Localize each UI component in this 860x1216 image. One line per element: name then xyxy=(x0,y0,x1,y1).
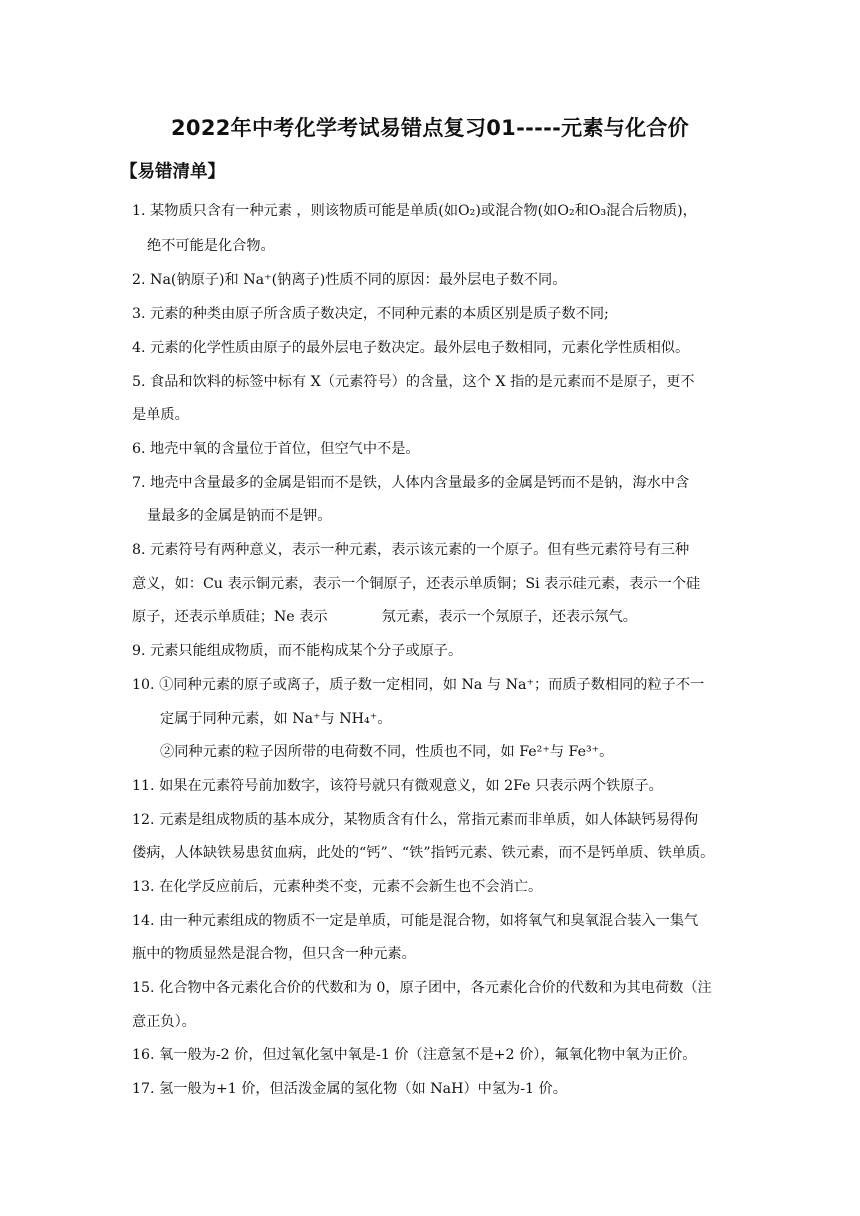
item-4-line-1: 4. 元素的化学性质由原子的最外层电子数决定。最外层电子数相同，元素化学性质相似。 xyxy=(132,340,690,356)
item-14-line-1: 14. 由一种元素组成的物质不一定是单质，可能是混合物，如将氧气和臭氧混合装入一集气 xyxy=(132,913,699,929)
item-11-line-1: 11. 如果在元素符号前加数字，该符号就只有微观意义，如 2Fe 只表示两个铁原子。 xyxy=(132,778,663,794)
item-8-line-3 xyxy=(132,607,637,627)
item-7-line-1: 7. 地壳中含量最多的金属是铝而不是铁，人体内含量最多的金属是钙而不是钠，海水中含 xyxy=(132,475,690,491)
item-12-line-2: 偻病，人体缺铁易患贫血病，此处的“钙”、“铁”指钙元素、铁元素，而不是钙单质、铁单质。 xyxy=(132,845,715,861)
item-10-line-2: 定属于同种元素，如 Na⁺与 NH₄⁺。 xyxy=(160,711,392,727)
item-10-line-1: 10. ①同种元素的原子或离子，质子数一定相同，如 Na 与 Na⁺；而质子数相同的粒子不一 xyxy=(132,677,705,693)
item-5-line-1: 5. 食品和饮料的标签中标有 X（元素符号）的含量，这个 X 指的是元素而不是原子，更不 xyxy=(132,374,695,390)
item-15-line-2: 意正负）。 xyxy=(132,1014,196,1030)
item-17-line-1: 17. 氢一般为+1 价，但活泼金属的氢化物（如 NaH）中氢为-1 价。 xyxy=(132,1081,567,1097)
item-8-line-3b: 氖元素，表示一个氖原子，还表示氖气。 xyxy=(381,609,637,625)
item-10-line-3: ②同种元素的粒子因所带的电荷数不同，性质也不同，如 Fe²⁺与 Fe³⁺。 xyxy=(160,744,614,760)
item-16-line-1: 16. 氧一般为-2 价，但过氧化氢中氧是-1 价（注意氢不是+2 价），氟氧化物中氧为正价。 xyxy=(132,1047,697,1063)
item-3-line-1: 3. 元素的种类由原子所含质子数决定，不同种元素的本质区别是质子数不同; xyxy=(132,306,609,322)
section-heading: 【易错清单】 xyxy=(120,162,225,182)
item-14-line-2: 瓶中的物质显然是混合物，但只含一种元素。 xyxy=(132,946,416,962)
item-8-line-1: 8. 元素符号有两种意义，表示一种元素，表示该元素的一个原子。但有些元素符号有三种 xyxy=(132,542,690,558)
item-13-line-1: 13. 在化学反应前后，元素种类不变，元素不会新生也不会消亡。 xyxy=(132,879,543,895)
item-8-line-2: 意义，如：Cu 表示铜元素，表示一个铜原子，还表示单质铜；Si 表示硅元素，表示一个硅 xyxy=(132,576,701,592)
item-15-line-1: 15. 化合物中各元素化合价的代数和为 0，原子团中，各元素化合价的代数和为其电荷数（注 xyxy=(132,980,712,996)
item-9-line-1: 9. 元素只能组成物质，而不能构成某个分子或原子。 xyxy=(132,643,463,659)
item-12-line-1: 12. 元素是组成物质的基本成分，某物质含有什么，常指元素而非单质，如人体缺钙易得佝 xyxy=(132,812,699,828)
item-1-line-2: 绝不可能是化合物。 xyxy=(147,238,275,254)
item-7-line-2: 量最多的金属是钠而不是钾。 xyxy=(147,508,332,524)
item-1-line-1: 1. 某物质只含有一种元素 ，则该物质可能是单质(如O₂)或混合物(如O₂和O₃混合后物质)， xyxy=(132,203,697,219)
item-5-line-2: 是单质。 xyxy=(132,407,189,423)
item-2-line-1: 2. Na(钠原子)和 Na⁺(钠离子)性质不同的原因：最外层电子数不同。 xyxy=(132,272,567,288)
item-8-line-3a: 原子，还表示单质硅；Ne 表示 xyxy=(132,609,328,625)
item-6-line-1: 6. 地壳中氧的含量位于首位，但空气中不是。 xyxy=(132,441,420,457)
page-title: 2022年中考化学考试易错点复习01-----元素与化合价 xyxy=(171,116,689,140)
